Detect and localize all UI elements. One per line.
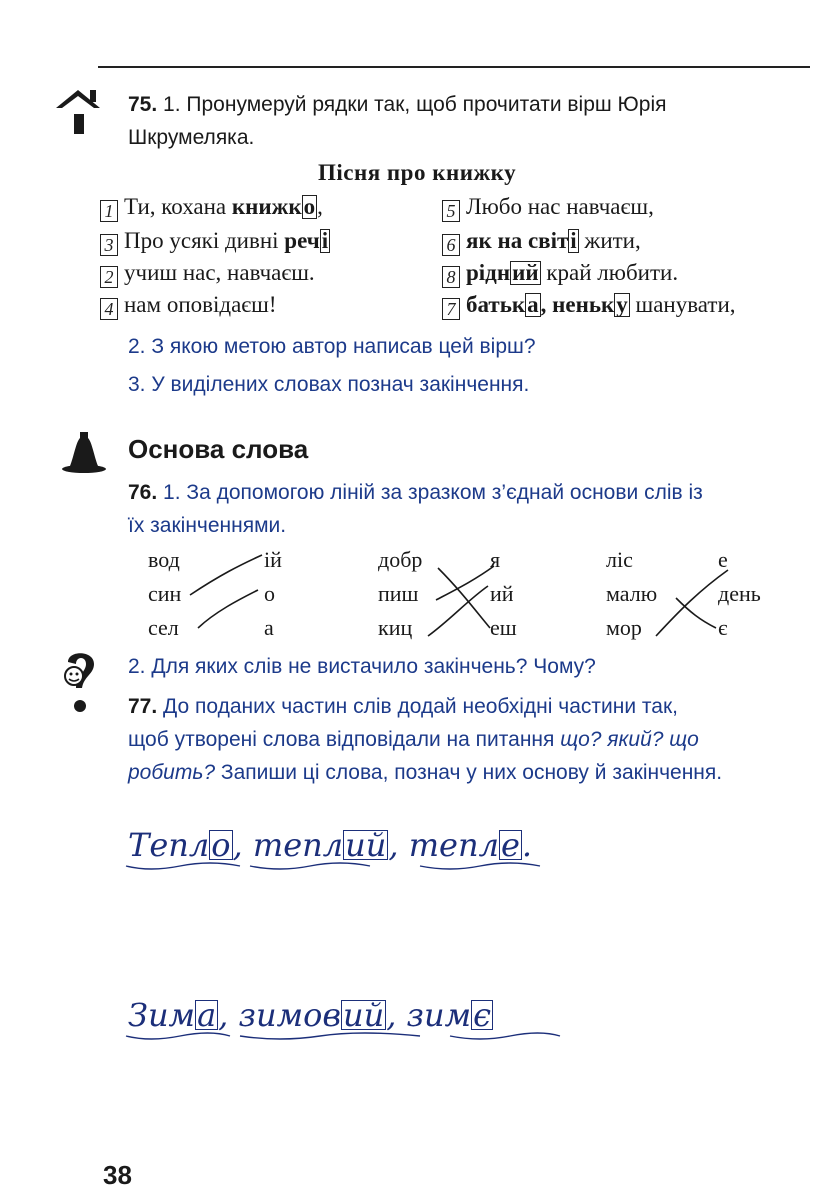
ex76-instruction: 76. 1. За допомогою ліній за зразком з’єднай основи слів із їх закінченнями. (128, 481, 703, 537)
ex76-question-2: 2. Для яких слів не вистачило закінчень? Чому? (128, 655, 596, 678)
ex75-question-2: 2. З якою метою автор написав цей вірш? (128, 335, 536, 358)
group2-endings: я ий еш (490, 547, 517, 640)
poem-line-right-1: 5 Любо нас навчаєш, (442, 194, 654, 222)
ex75-question-3: 3. У виділених словах познач закінчення. (128, 373, 530, 396)
underline-2 (120, 1030, 600, 1044)
poem-line-left-3: 2 учиш нас, навчаєш. (100, 260, 315, 288)
poem-line-left-1: 1 Ти, кохана книжко, (100, 194, 323, 222)
poem-line-left-2: 3 Про усякі дивні речі (100, 228, 330, 256)
poem-title: Пісня про книжку (318, 160, 517, 185)
poem-line-right-3: 8 рідний край любити. (442, 260, 678, 288)
poem-line-left-4: 4 нам оповідаєш! (100, 292, 277, 320)
group3-endings: е день є (718, 547, 761, 640)
poem-line-right-4: 7 батька, неньку шанувати, (442, 292, 736, 320)
section-heading: Основа слова (128, 434, 309, 464)
answer-line-1: Тепло, теплий, тепле. (128, 826, 533, 864)
ex77-instruction: 77. До поданих частин слів додай необхідні частини так, щоб утворені слова відповідали на питання що? який? що робить? Запиши ці слова, познач у них основу й закінчення. (128, 695, 723, 784)
group1-endings: ій о а (264, 547, 282, 640)
underline-1 (120, 860, 600, 874)
page-number: 38 (103, 1160, 132, 1190)
poem-line-right-2: 6 як на світі жити, (442, 228, 641, 256)
group1-stems: вод син сел (148, 547, 182, 640)
ex75-instruction: 75. 1. Пронумеруй рядки так, щоб прочитати вірш Юрія Шкрумеляка. (128, 93, 667, 149)
answer-line-2: Зима, зимовий, зимє (128, 996, 492, 1034)
group2-stems: добр пиш киц (378, 547, 423, 640)
question-face-icon (56, 648, 106, 720)
group3-stems: ліс малю мор (606, 547, 658, 640)
